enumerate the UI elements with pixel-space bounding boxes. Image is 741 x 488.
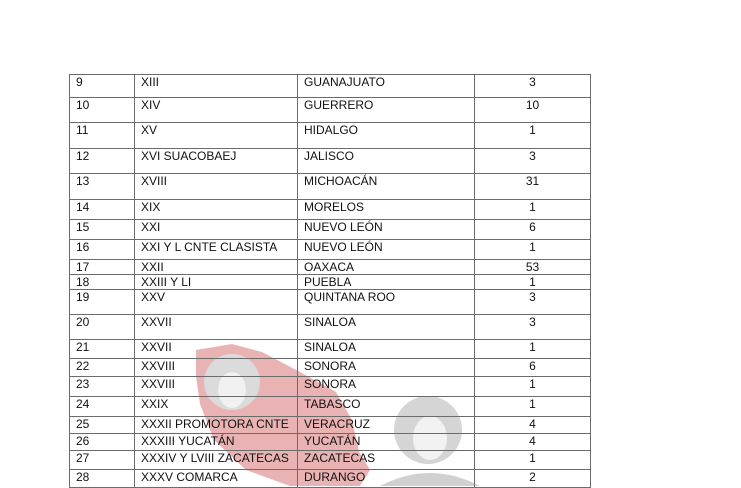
state-name: SINALOA xyxy=(298,340,475,359)
table-row xyxy=(70,340,591,359)
count-value: 1 xyxy=(475,123,591,149)
count-value: 3 xyxy=(475,75,591,98)
count-value: 1 xyxy=(475,340,591,359)
state-name: SONORA xyxy=(298,359,475,377)
section-name: XIII xyxy=(135,75,298,98)
count-value: 1 xyxy=(475,240,591,260)
table-row xyxy=(70,98,591,123)
sections-table xyxy=(69,74,591,488)
state-name: GUERRERO xyxy=(298,98,475,123)
state-name: JALISCO xyxy=(298,149,475,174)
state-name: GUANAJUATO xyxy=(298,75,475,98)
table-row xyxy=(70,451,591,470)
section-name: XXXV COMARCA xyxy=(135,470,298,488)
row-number: 16 xyxy=(70,240,135,260)
section-name: XXXIII YUCATÁN xyxy=(135,434,298,451)
count-value: 1 xyxy=(475,275,591,290)
state-name: SONORA xyxy=(298,377,475,397)
state-name: DURANGO xyxy=(298,470,475,488)
section-name: XVIII xyxy=(135,174,298,200)
state-name: SINALOA xyxy=(298,315,475,340)
table-row xyxy=(70,123,591,149)
table-row xyxy=(70,200,591,220)
row-number: 17 xyxy=(70,260,135,275)
count-value: 1 xyxy=(475,397,591,417)
table-row xyxy=(70,359,591,377)
state-name: QUINTANA ROO xyxy=(298,290,475,315)
count-value: 1 xyxy=(475,377,591,397)
section-name: XXV xyxy=(135,290,298,315)
count-value: 10 xyxy=(475,98,591,123)
count-value: 6 xyxy=(475,359,591,377)
count-value: 4 xyxy=(475,417,591,434)
section-name: XIV xyxy=(135,98,298,123)
section-name: XIX xyxy=(135,200,298,220)
section-name: XXXII PROMOTORA CNTE xyxy=(135,417,298,434)
state-name: NUEVO LEÓN xyxy=(298,240,475,260)
state-name: MORELOS xyxy=(298,200,475,220)
section-name: XXVIII xyxy=(135,359,298,377)
count-value: 3 xyxy=(475,315,591,340)
section-name: XXVII xyxy=(135,315,298,340)
table-row xyxy=(70,434,591,451)
section-name: XXVII xyxy=(135,340,298,359)
state-name: TABASCO xyxy=(298,397,475,417)
state-name: YUCATÁN xyxy=(298,434,475,451)
section-name: XXIII Y LI xyxy=(135,275,298,290)
row-number: 13 xyxy=(70,174,135,200)
row-number: 10 xyxy=(70,98,135,123)
row-number: 23 xyxy=(70,377,135,397)
table-row xyxy=(70,275,591,290)
table-row xyxy=(70,470,591,488)
count-value: 3 xyxy=(475,149,591,174)
table-row xyxy=(70,315,591,340)
count-value: 31 xyxy=(475,174,591,200)
section-name: XXI xyxy=(135,220,298,240)
section-name: XXII xyxy=(135,260,298,275)
state-name: NUEVO LEÓN xyxy=(298,220,475,240)
table-row xyxy=(70,260,591,275)
count-value: 53 xyxy=(475,260,591,275)
table-row xyxy=(70,75,591,98)
table-row xyxy=(70,397,591,417)
state-name: VERACRUZ xyxy=(298,417,475,434)
table-row xyxy=(70,240,591,260)
count-value: 3 xyxy=(475,290,591,315)
state-name: HIDALGO xyxy=(298,123,475,149)
table-row xyxy=(70,174,591,200)
row-number: 14 xyxy=(70,200,135,220)
count-value: 6 xyxy=(475,220,591,240)
row-number: 9 xyxy=(70,75,135,98)
row-number: 12 xyxy=(70,149,135,174)
count-value: 4 xyxy=(475,434,591,451)
row-number: 22 xyxy=(70,359,135,377)
section-name: XXXIV Y LVIII ZACATECAS xyxy=(135,451,298,470)
row-number: 26 xyxy=(70,434,135,451)
table-body xyxy=(70,75,591,488)
table-row xyxy=(70,417,591,434)
row-number: 18 xyxy=(70,275,135,290)
section-name: XV xyxy=(135,123,298,149)
section-name: XXI Y L CNTE CLASISTA xyxy=(135,240,298,260)
count-value: 1 xyxy=(475,451,591,470)
table-row xyxy=(70,220,591,240)
section-name: XXVIII xyxy=(135,377,298,397)
state-name: OAXACA xyxy=(298,260,475,275)
row-number: 27 xyxy=(70,451,135,470)
count-value: 1 xyxy=(475,200,591,220)
state-name: MICHOACÁN xyxy=(298,174,475,200)
state-name: ZACATECAS xyxy=(298,451,475,470)
row-number: 20 xyxy=(70,315,135,340)
count-value: 2 xyxy=(475,470,591,488)
row-number: 11 xyxy=(70,123,135,149)
row-number: 19 xyxy=(70,290,135,315)
row-number: 25 xyxy=(70,417,135,434)
row-number: 28 xyxy=(70,470,135,488)
section-name: XVI SUACOBAEJ xyxy=(135,149,298,174)
row-number: 24 xyxy=(70,397,135,417)
table-row xyxy=(70,290,591,315)
row-number: 21 xyxy=(70,340,135,359)
state-name: PUEBLA xyxy=(298,275,475,290)
table-row xyxy=(70,149,591,174)
row-number: 15 xyxy=(70,220,135,240)
table-row xyxy=(70,377,591,397)
section-name: XXIX xyxy=(135,397,298,417)
